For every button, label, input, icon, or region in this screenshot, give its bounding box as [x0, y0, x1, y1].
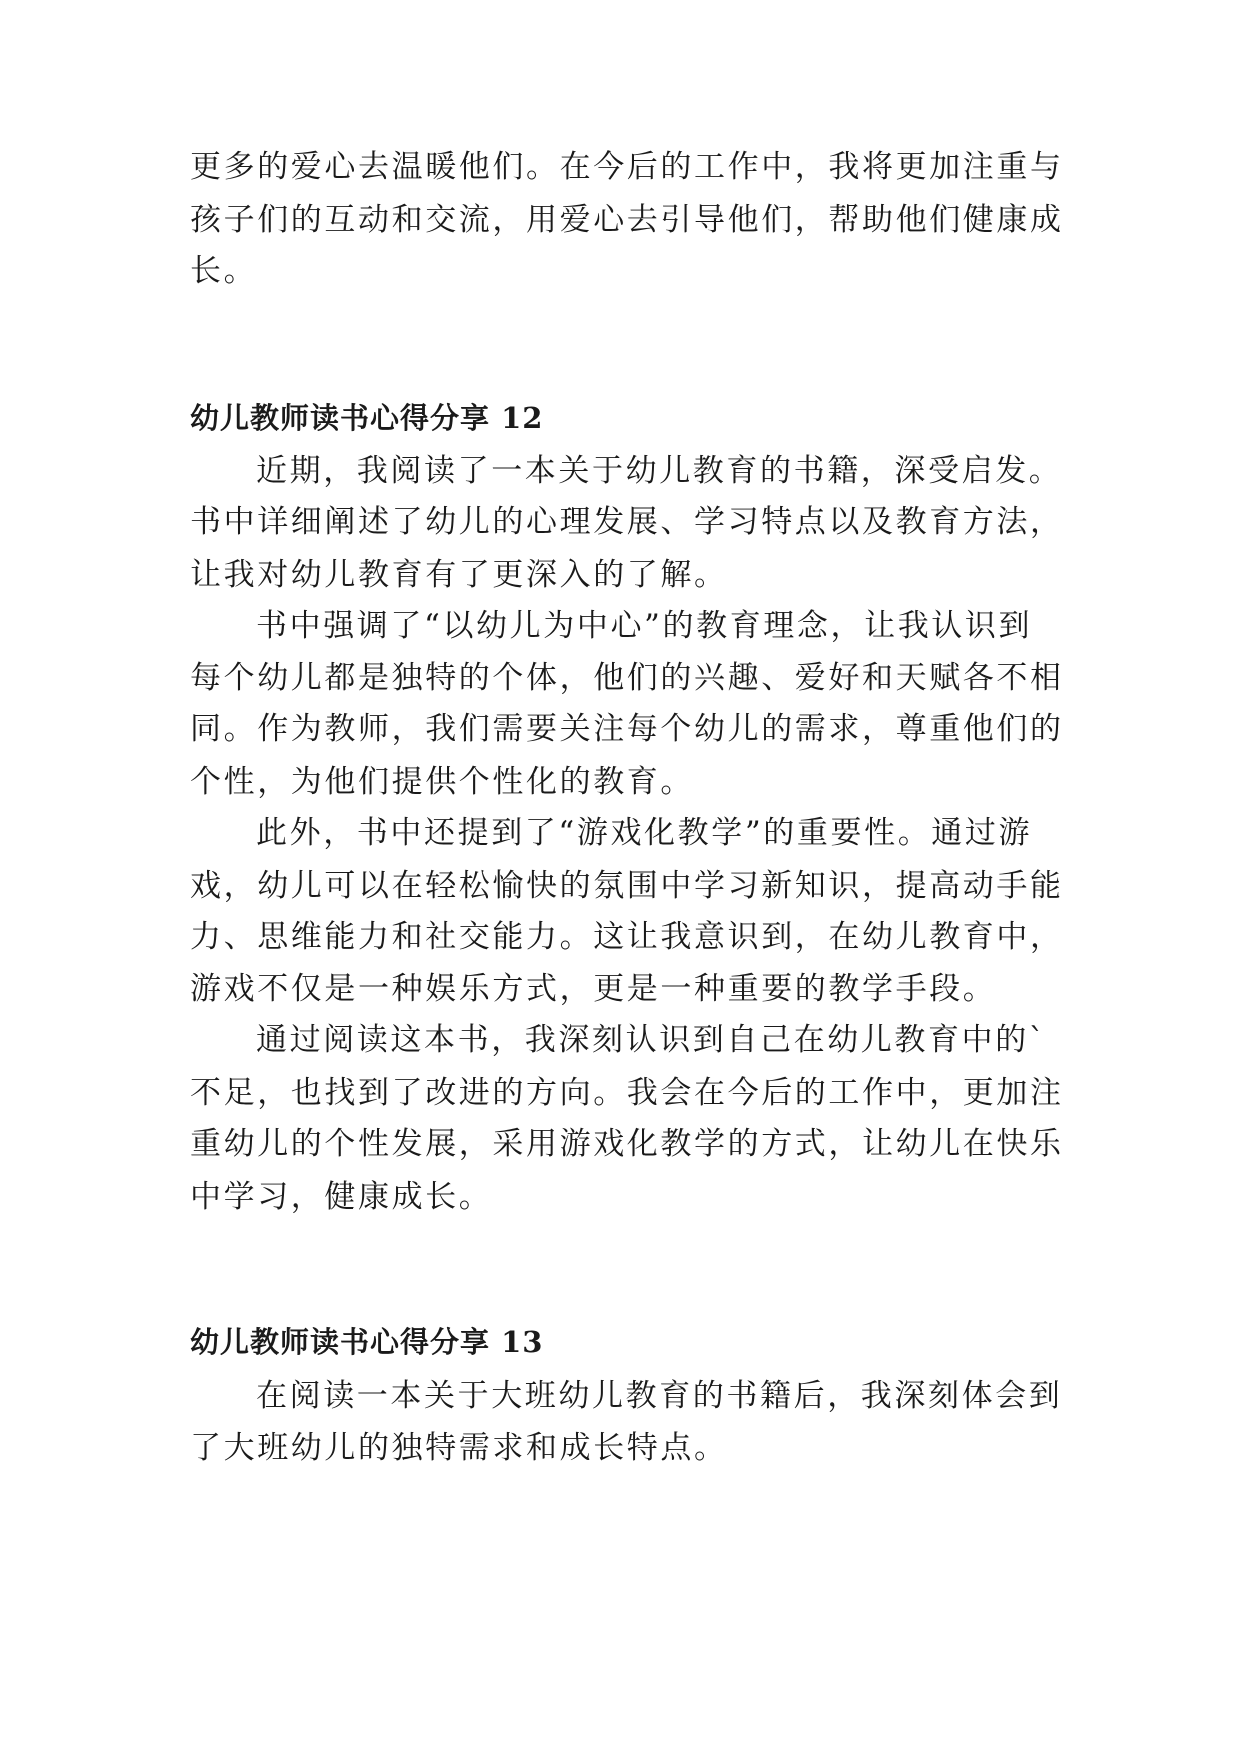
text-line: 孩子们的互动和交流，用爱心去引导他们，帮助他们健康成 — [190, 202, 1064, 238]
text-line: 书中详细阐述了幼儿的心理发展、学习特点以及教育方法， — [190, 504, 1064, 540]
text-line: 个性，为他们提供个性化的教育。 — [190, 764, 694, 800]
text-line: 书中强调了“以幼儿为中心”的教育理念，让我认识到 — [256, 608, 1033, 644]
text-line: 在阅读一本关于大班幼儿教育的书籍后，我深刻体会到 — [256, 1378, 1063, 1414]
text-line: 每个幼儿都是独特的个体，他们的兴趣、爱好和天赋各不相 — [190, 660, 1064, 696]
section-heading: 幼儿教师读书心得分享 12 — [190, 401, 544, 435]
text-line: 戏，幼儿可以在轻松愉快的氛围中学习新知识，提高动手能 — [190, 868, 1064, 904]
text-line: 中学习，健康成长。 — [190, 1179, 493, 1215]
text-line: 长。 — [190, 253, 258, 289]
text-line: 不足，也找到了改进的方向。我会在今后的工作中，更加注 — [190, 1075, 1064, 1111]
text-line: 了大班幼儿的独特需求和成长特点。 — [190, 1430, 728, 1466]
section-heading: 幼儿教师读书心得分享 13 — [190, 1325, 544, 1359]
text-line: 让我对幼儿教育有了更深入的了解。 — [190, 557, 728, 593]
text-line: 重幼儿的个性发展，采用游戏化教学的方式，让幼儿在快乐 — [190, 1126, 1064, 1162]
text-line: 通过阅读这本书，我深刻认识到自己在幼儿教育中的` — [256, 1022, 1047, 1058]
text-line: 此外，书中还提到了“游戏化教学”的重要性。通过游 — [256, 815, 1033, 851]
text-line: 近期，我阅读了一本关于幼儿教育的书籍，深受启发。 — [256, 453, 1063, 489]
text-line: 同。作为教师，我们需要关注每个幼儿的需求，尊重他们的 — [190, 711, 1064, 747]
text-line: 更多的爱心去温暖他们。在今后的工作中，我将更加注重与 — [190, 149, 1064, 185]
text-line: 力、思维能力和社交能力。这让我意识到，在幼儿教育中， — [190, 919, 1064, 955]
text-line: 游戏不仅是一种娱乐方式，更是一种重要的教学手段。 — [190, 971, 997, 1007]
